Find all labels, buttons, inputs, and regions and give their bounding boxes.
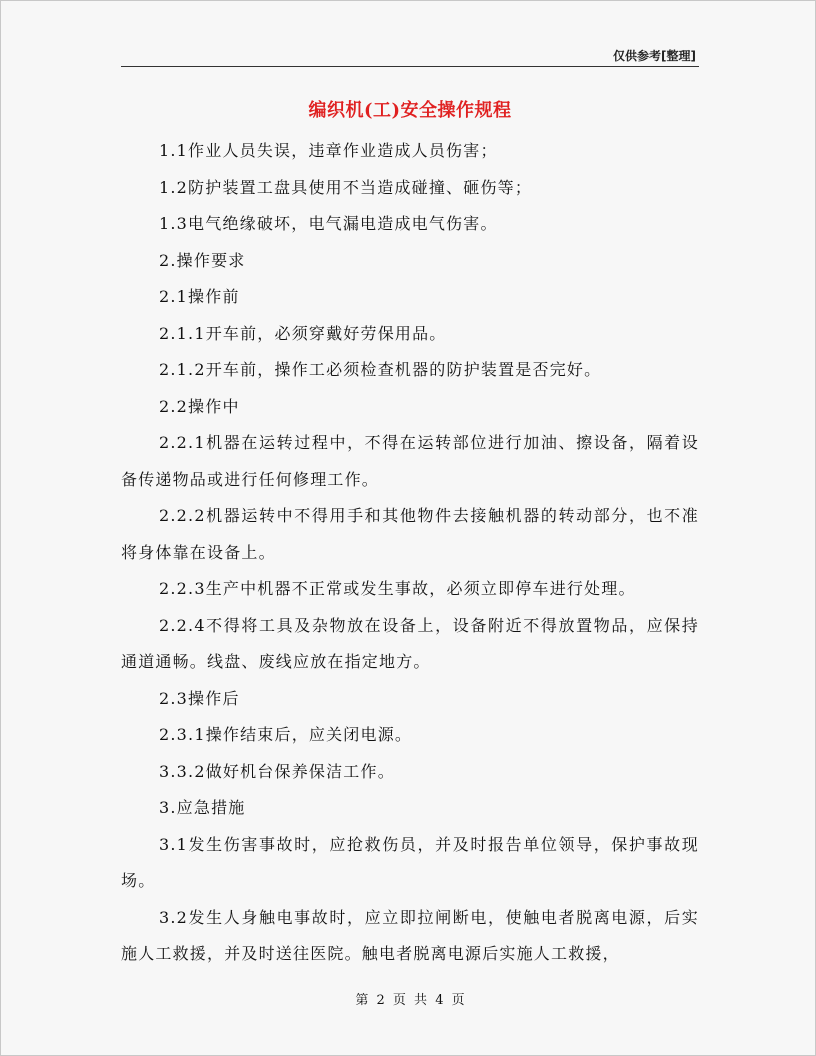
paragraph: 2.2.1机器在运转过程中，不得在运转部位进行加油、擦设备，隔着设备传递物品或进行任何修理工作。 xyxy=(121,433,699,489)
paragraph: 1.1作业人员失误，违章作业造成人员伤害； xyxy=(159,141,498,160)
paragraph: 1.2防护装置工盘具使用不当造成碰撞、砸伤等； xyxy=(159,177,533,197)
page-number-footer: 第 2 页 共 4 页 xyxy=(355,993,465,1008)
section-heading: 2.操作要求 xyxy=(159,250,246,270)
paragraph: 3.2发生人身触电事故时，应立即拉闸断电，使触电者脱离电源，后实施人工救援，并及时送往医院。触电者脱离电源后实施人工救援， xyxy=(121,907,699,963)
paragraph: 2.1.2开车前，操作工必须检查机器的防护装置是否完好。 xyxy=(159,360,602,379)
subsection-heading: 2.2操作中 xyxy=(159,396,240,416)
header-note: 仅供参考[整理] xyxy=(613,49,696,63)
subsection-heading: 2.3操作后 xyxy=(159,688,240,708)
paragraph: 1.3电气绝缘破坏，电气漏电造成电气伤害。 xyxy=(159,214,498,233)
section-heading: 3.应急措施 xyxy=(159,798,246,817)
paragraph: 2.2.3生产中机器不正常或发生事故，必须立即停车进行处理。 xyxy=(159,579,636,598)
paragraph: 2.1.1开车前，必须穿戴好劳保用品。 xyxy=(159,323,447,343)
paragraph: 3.3.2做好机台保养保洁工作。 xyxy=(159,761,395,781)
document-title: 编织机(工)安全操作规程 xyxy=(308,100,512,121)
paragraph: 3.1发生伤害事故时，应抢救伤员，并及时报告单位领导，保护事故现场。 xyxy=(121,834,699,890)
document-body xyxy=(121,133,699,973)
paragraph: 2.2.4不得将工具及杂物放在设备上，设备附近不得放置物品，应保持通道通畅。线盘、废线应放在指定地方。 xyxy=(121,615,699,671)
header-divider xyxy=(121,66,699,67)
paragraph: 2.3.1操作结束后，应关闭电源。 xyxy=(159,725,413,744)
subsection-heading: 2.1操作前 xyxy=(159,287,240,306)
paragraph: 2.2.2机器运转中不得用手和其他物件去接触机器的转动部分，也不准将身体靠在设备上。 xyxy=(121,506,699,562)
